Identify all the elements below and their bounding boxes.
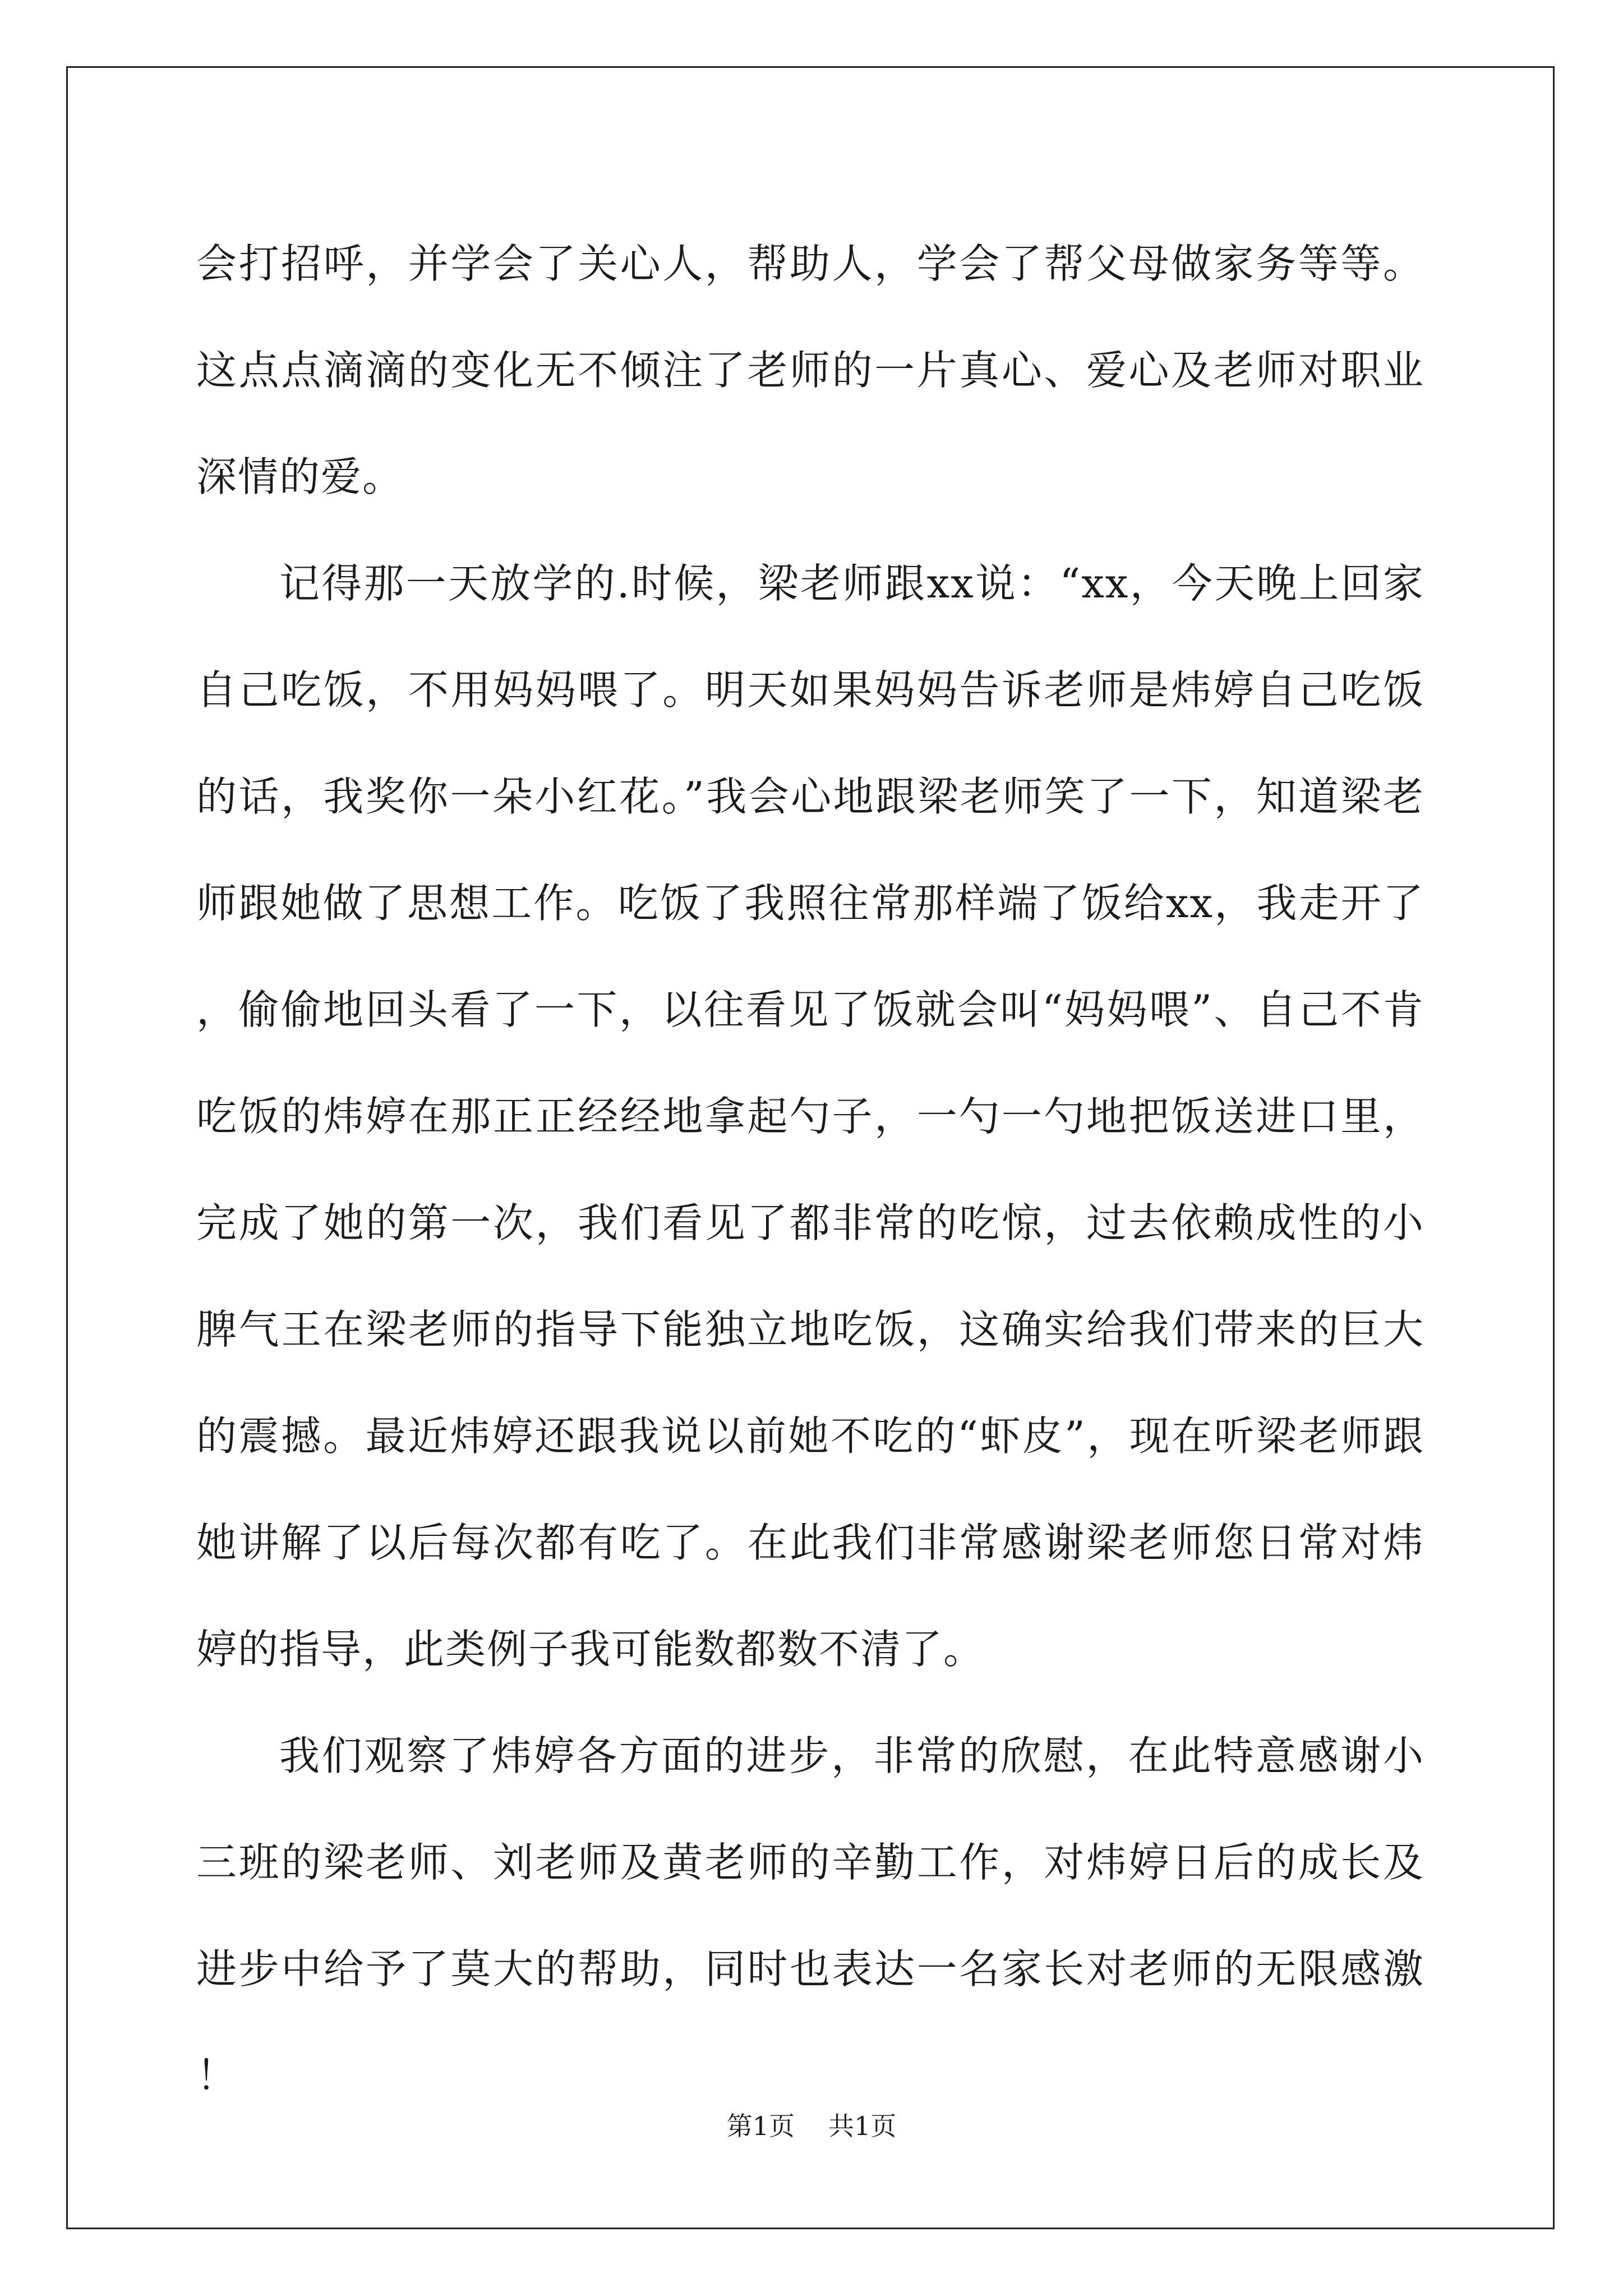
- paragraph-3: 我们观察了炜婷各方面的进步，非常的欣慰，在此特意感谢小三班的梁老师、刘老师及黄老师的辛勤工作，对炜婷日后的成长及进步中给予了莫大的帮助，同时也表达一名家长对老师的无限感激！: [196, 1732, 1424, 2099]
- paragraph-2: 记得那一天放学的.时候，梁老师跟xx说：“xx，今天晚上回家自己吃饭，不用妈妈喂了。明天如果妈妈告诉老师是炜婷自己吃饭的话，我奖你一朵小红花。”我会心地跟梁老师笑了一下，知道梁老师跟她做了思想工作。吃饭了我照往常那样端了饭给xx，我走开了，偷偷地回头看了一下，以往看见了饭就会叫“妈妈喂”、自己不肯吃饭的炜婷在那正正经经地拿起勺子，一勺一勺地把饭送进口里，完成了她的第一次，我们看见了都非常的吃惊，过去依赖成性的小脾气王在梁老师的指导下能独立地吃饭，这确实给我们带来的巨大的震撼。最近炜婷还跟我说以前她不吃的“虾皮”，现在听梁老师跟她讲解了以后每次都有吃了。在此我们非常感谢梁老师您日常对炜婷的指导，此类例子我可能数都数不清了。: [196, 560, 1424, 1673]
- paragraph-1: 会打招呼，并学会了关心人，帮助人，学会了帮父母做家务等等。这点点滴滴的变化无不倾注了老师的一片真心、爱心及老师对职业深情的爱。: [196, 240, 1424, 500]
- document-body: [196, 210, 1424, 2129]
- page-number: 第1页: [726, 2111, 795, 2141]
- page-footer: [0, 2109, 1623, 2143]
- page-total: 共1页: [828, 2111, 897, 2141]
